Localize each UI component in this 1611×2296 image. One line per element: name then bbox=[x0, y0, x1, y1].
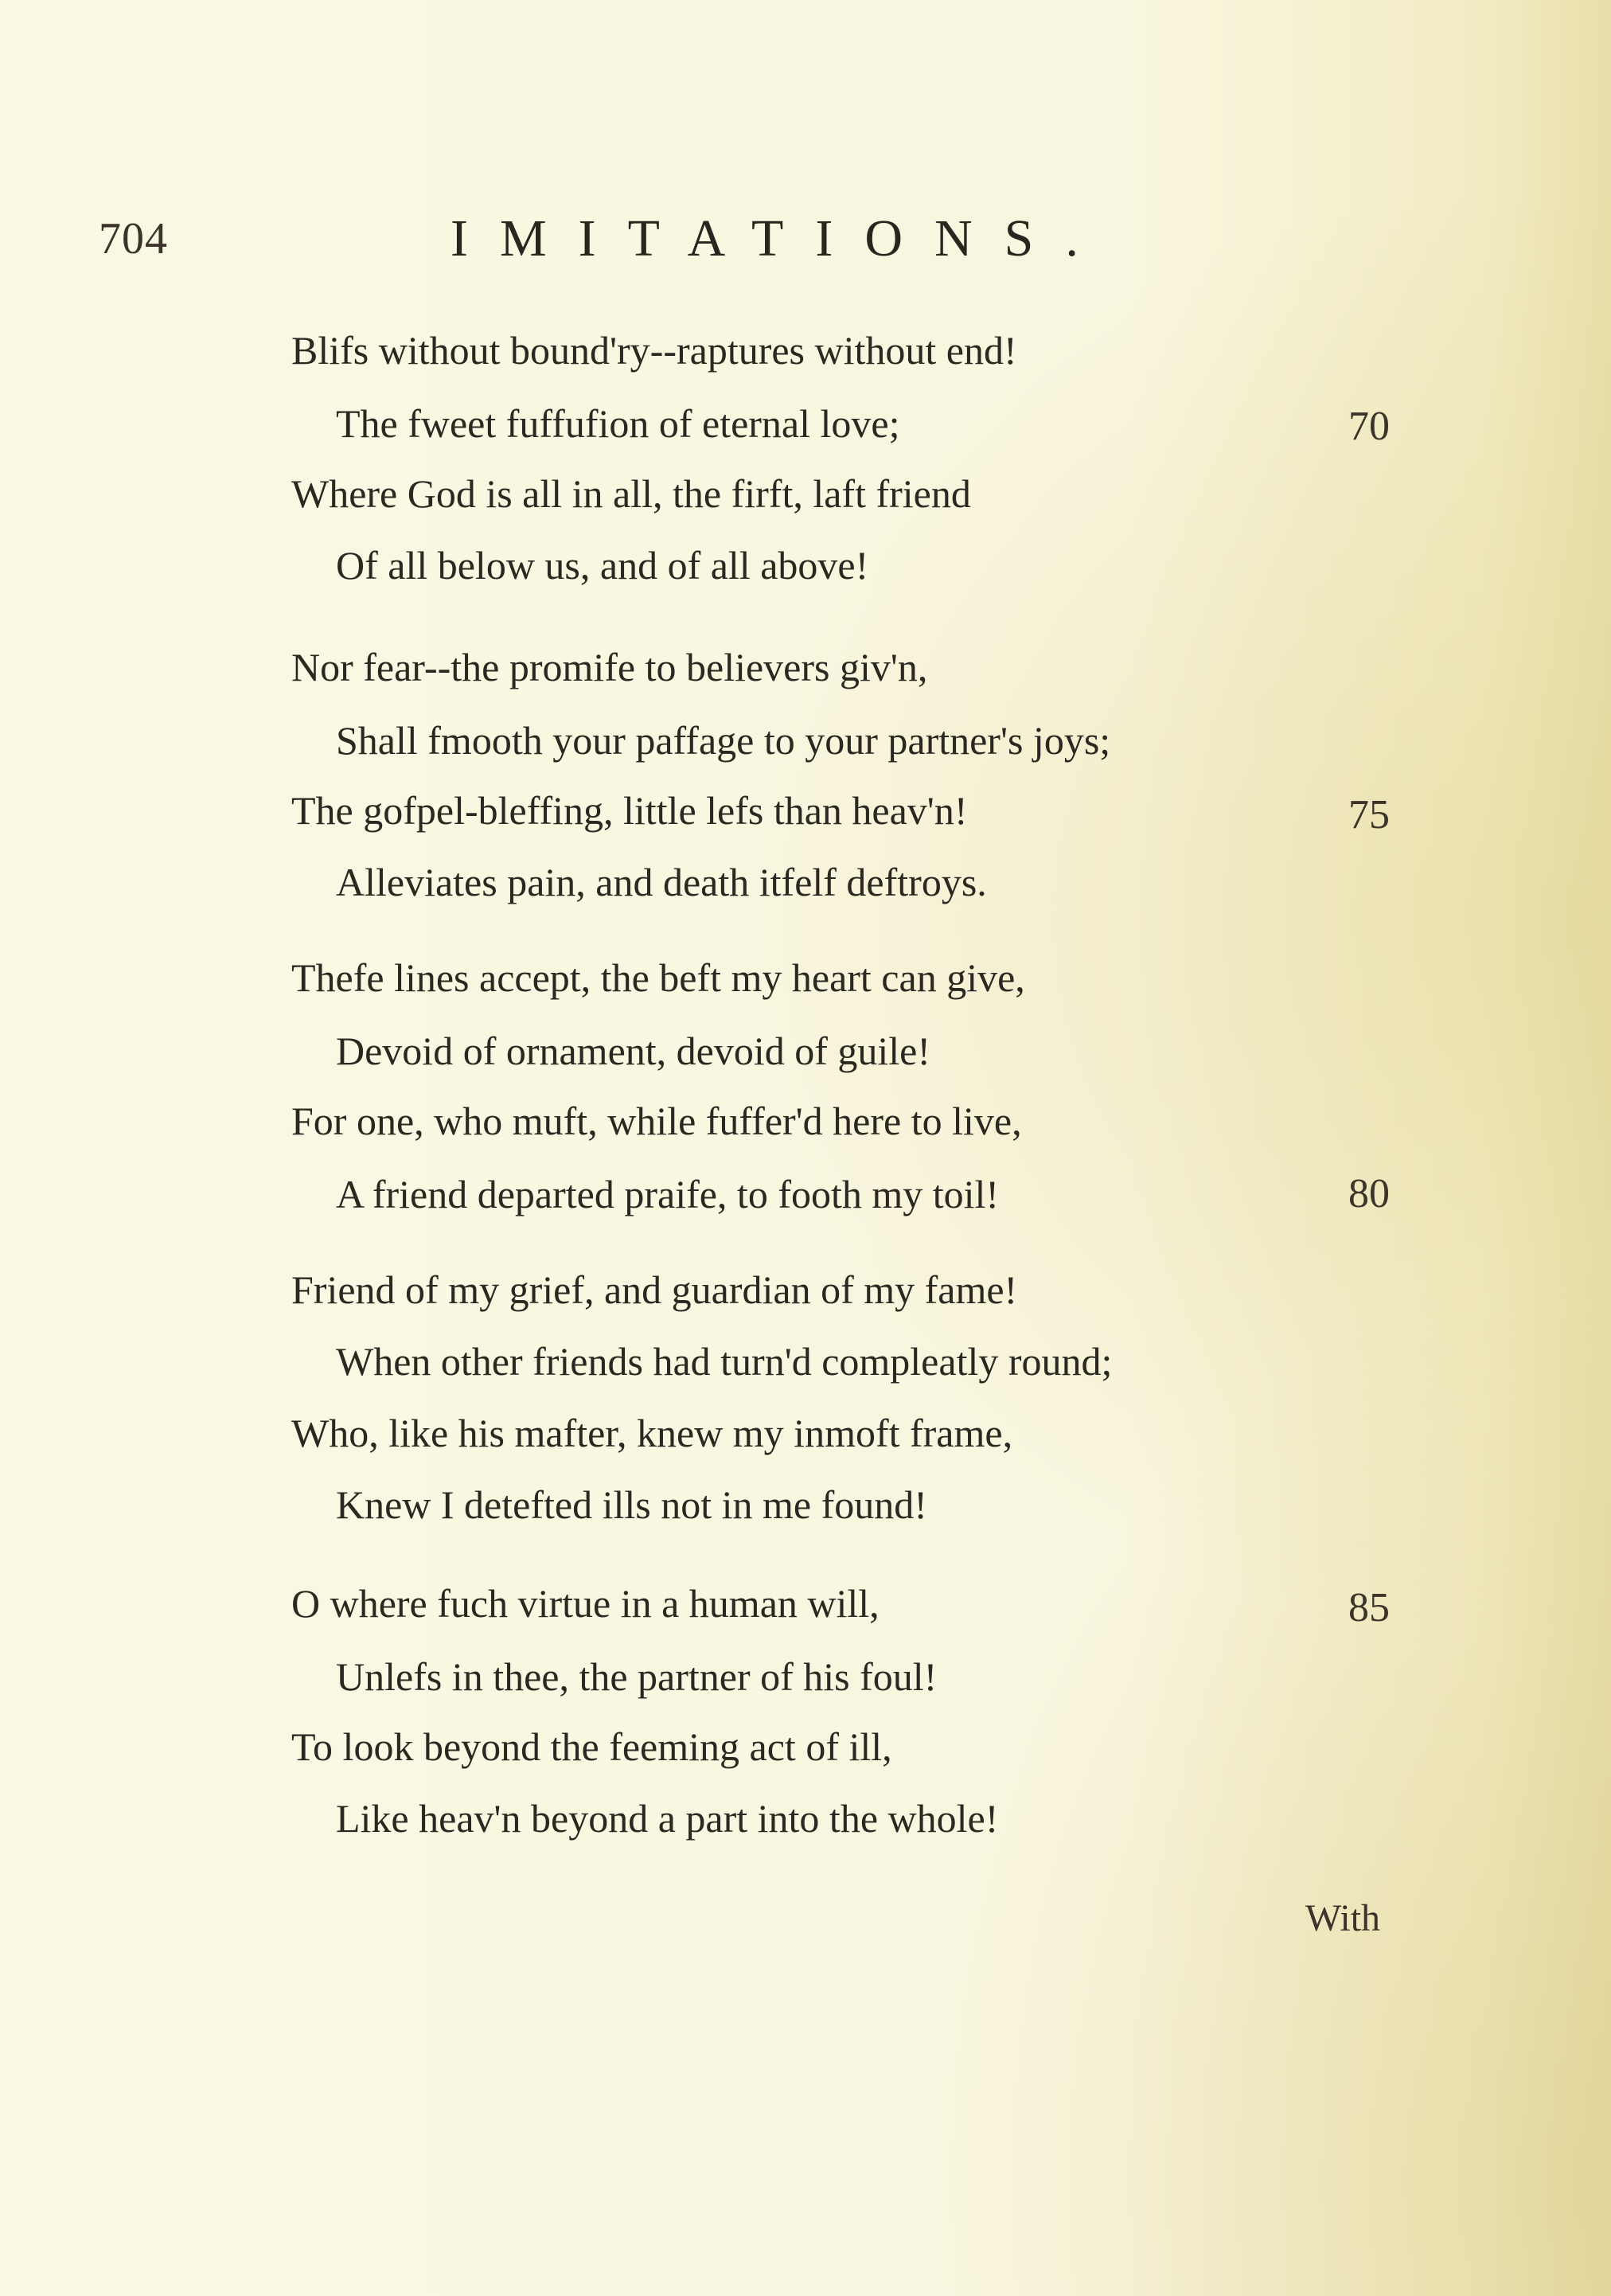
verse-line: The fweet fuffufion of eternal love; bbox=[336, 401, 900, 446]
verse-line: For one, who muft, while fuffer'd here to live, bbox=[291, 1099, 1022, 1143]
catchword: With bbox=[1305, 1897, 1381, 1939]
verse-line: A friend departed praife, to footh my toil! bbox=[336, 1172, 1000, 1216]
page-number: 704 bbox=[99, 214, 168, 264]
verse-line: The gofpel-bleffing, little lefs than heav'n! bbox=[291, 788, 968, 833]
verse-line: Alleviates pain, and death itfelf deftroys. bbox=[336, 860, 987, 904]
verse-line: When other friends had turn'd compleatly round; bbox=[336, 1339, 1113, 1384]
verse-line: Where God is all in all, the firft, laft friend bbox=[291, 471, 971, 516]
verse-line: Unlefs in thee, the partner of his foul! bbox=[336, 1654, 938, 1699]
line-number: 80 bbox=[1348, 1171, 1390, 1216]
verse-line: Friend of my grief, and guardian of my fame! bbox=[291, 1267, 1018, 1312]
verse-line: Like heav'n beyond a part into the whole! bbox=[336, 1796, 999, 1841]
line-number: 75 bbox=[1348, 792, 1390, 838]
verse-line: Devoid of ornament, devoid of guile! bbox=[336, 1029, 931, 1073]
verse-line: O where fuch virtue in a human will, bbox=[291, 1581, 880, 1626]
verse-line: Who, like his mafter, knew my inmoft frame, bbox=[291, 1411, 1013, 1455]
verse-line: Shall fmooth your paffage to your partner's joys; bbox=[336, 718, 1111, 763]
line-number: 70 bbox=[1348, 404, 1390, 449]
line-number: 85 bbox=[1348, 1585, 1390, 1630]
verse-line: To look beyond the feeming act of ill, bbox=[291, 1724, 892, 1769]
running-title: IMITATIONS. bbox=[451, 209, 1110, 267]
verse-line: Nor fear--the promife to believers giv'n, bbox=[291, 645, 928, 689]
verse-line: Of all below us, and of all above! bbox=[336, 543, 869, 588]
verse-line: Blifs without bound'ry--raptures without end! bbox=[291, 328, 1017, 373]
verse-line: Thefe lines accept, the beft my heart can give, bbox=[291, 955, 1025, 1000]
verse-line: Knew I detefted ills not in me found! bbox=[336, 1482, 927, 1527]
